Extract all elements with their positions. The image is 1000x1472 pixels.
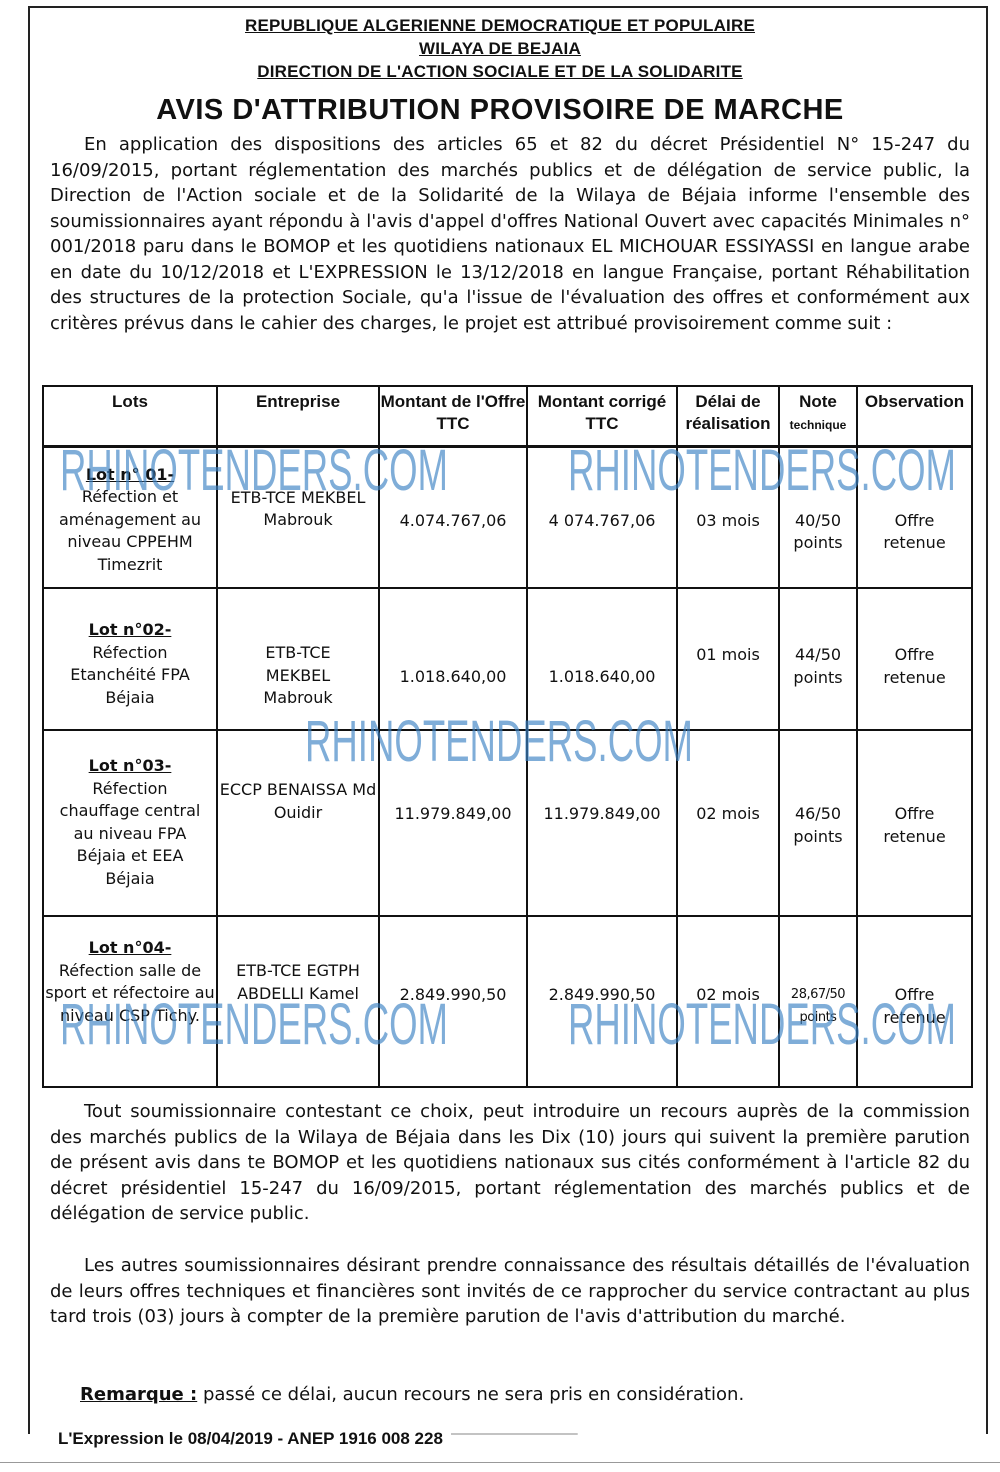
page-bottom-edge xyxy=(0,1462,1000,1463)
table-header-row xyxy=(43,386,972,446)
table-row xyxy=(43,588,972,730)
lot-cell xyxy=(43,446,217,588)
col-header-entreprise: Entreprise xyxy=(217,386,379,446)
table-row xyxy=(43,916,972,1087)
entreprise-cell: ETB-TCE MEKBEL Mabrouk xyxy=(217,446,379,588)
entreprise-cell: ECCP BENAISSA Md Ouidir xyxy=(217,730,379,916)
svg-text:RHINOTENDERS.COM: RHINOTENDERS.COM xyxy=(568,438,956,498)
lot-number: Lot n° 01- xyxy=(85,464,175,484)
lot-number: Lot n°03- xyxy=(88,756,172,775)
svg-text:RHINOTENDERS.COM: RHINOTENDERS.COM xyxy=(305,709,693,769)
remarque-label: Remarque : xyxy=(80,1384,198,1405)
lot-cell xyxy=(43,588,217,730)
note-cell: 40/50 points xyxy=(779,446,857,588)
col-header-montant-offre: Montant de l'Offre TTC xyxy=(379,386,527,446)
montant-corrige-cell: 1.018.640,00 xyxy=(527,588,677,730)
remarque-text: passé ce délai, aucun recours ne sera pris en considération. xyxy=(197,1384,745,1405)
header-republic: REPUBLIQUE ALGERIENNE DEMOCRATIQUE ET POPULAIRE xyxy=(245,16,755,35)
remarque-line xyxy=(80,1382,960,1408)
montant-corrige-cell: 11.979.849,00 xyxy=(527,730,677,916)
montant-corrige-cell: 2.849.990,50 xyxy=(527,916,677,1087)
delai-cell: 03 mois xyxy=(677,446,779,588)
header-direction: DIRECTION DE L'ACTION SOCIALE ET DE LA SOLIDARITE xyxy=(257,62,743,81)
observation-cell: Offre retenue xyxy=(857,588,972,730)
entreprise-cell: ETB-TCE EGTPH ABDELLI Kamel xyxy=(217,916,379,1087)
observation-cell: Offre retenue xyxy=(857,916,972,1087)
note-cell: 44/50 points xyxy=(779,588,857,730)
observation-cell: Offre retenue xyxy=(857,446,972,588)
svg-text:RHINOTENDERS.COM: RHINOTENDERS.COM xyxy=(60,438,448,498)
lot-number: Lot n°04- xyxy=(88,938,172,957)
lot-description: Réfection et aménagement au niveau CPPEHM Timezrit xyxy=(58,487,202,574)
col-header-lots: Lots xyxy=(43,386,217,446)
montant-offre-cell: 11.979.849,00 xyxy=(379,730,527,916)
table-row xyxy=(43,446,972,588)
svg-text:RHINOTENDERS.COM: RHINOTENDERS.COM xyxy=(568,992,956,1052)
montant-corrige-cell: 4 074.767,06 xyxy=(527,446,677,588)
consultation-paragraph: Les autres soumissionnaires désirant prendre connaissance des résultais détaillés de l'évaluation de leurs offres techniques et financières sont invités de ce rapprocher du service contractant au plus tard trois (03) jours à compter de la première parution de l'avis d'attribution du marché. xyxy=(50,1255,970,1327)
col-header-observation: Observation xyxy=(857,386,972,446)
col-header-note xyxy=(779,386,857,446)
note-sublabel: technique xyxy=(789,418,847,432)
lot-description: Réfection Etanchéité FPA Béjaia xyxy=(70,642,190,707)
montant-offre-cell: 4.074.767,06 xyxy=(379,446,527,588)
notice-title: AVIS D'ATTRIBUTION PROVISOIRE DE MARCHE xyxy=(156,94,844,126)
header-wilaya: WILAYA DE BEJAIA xyxy=(419,39,581,58)
lot-cell xyxy=(43,730,217,916)
delai-cell: 02 mois xyxy=(677,916,779,1087)
col-header-montant-corrige: Montant corrigé TTC xyxy=(527,386,677,446)
entreprise-cell: ETB-TCE MEKBEL Mabrouk xyxy=(217,588,379,730)
intro-paragraph: En application des dispositions des articles 65 et 82 du décret Présidentiel N° 15-247 du 16/09/2015, portant réglementation des marchés publics et de délégation de service public, la Direction de l'Action sociale et de la Solidarité de la Wilaya de Béjaia informe l'ensemble des soumissionnaires ayant répondu à l'avis d'appel d'offres National Ouvert avec capacités Minimales n° 001/2018 paru dans le BOMOP et les quotidiens nationaux EL MICHOUAR ESSIYASSI en langue arabe en date du 10/12/2018 et L'EXPRESSION le 13/12/2018 en langue Française, portant Réhabilitation des structures de la protection Sociale, qu'a l'issue de l'évaluation des offres et conformément aux critères prévus dans le cahier des charges, le projet est attribué provisoirement comme suit : xyxy=(50,134,970,334)
col-header-delai: Délai de réalisation xyxy=(677,386,779,446)
award-table xyxy=(42,385,973,1088)
lot-description: Réfection salle de sport et réfectoire au niveau CSP Tichy. xyxy=(45,960,215,1025)
note-cell: 28,67/50 points xyxy=(779,916,857,1087)
montant-offre-cell: 2.849.990,50 xyxy=(379,916,527,1087)
footer-publication: L'Expression le 08/04/2019 - ANEP 1916 008 228 xyxy=(50,1429,451,1449)
recours-paragraph: Tout soumissionnaire contestant ce choix, peut introduire un recours auprès de la commission des marchés publics de la Wilaya de Béjaia dans les Dix (10) jours qui suivent la première parution de présent avis dans te BOMOP et les quotidiens nationaux sus cités conformément à l'article 82 du décret présidentiel 15-247 du 16/09/2015, portant réglementation des marchés publics et de délégation de service public. xyxy=(50,1101,970,1224)
montant-offre-cell: 1.018.640,00 xyxy=(379,588,527,730)
table-row xyxy=(43,730,972,916)
note-cell: 46/50 points xyxy=(779,730,857,916)
observation-cell: Offre retenue xyxy=(857,730,972,916)
lot-description: Réfection chauffage central au niveau FPA Béjaia et EEA Béjaia xyxy=(59,778,201,888)
lot-number: Lot n°02- xyxy=(88,620,172,639)
delai-cell: 02 mois xyxy=(677,730,779,916)
lot-cell xyxy=(43,916,217,1087)
note-label: Note xyxy=(799,392,837,411)
svg-text:RHINOTENDERS.COM: RHINOTENDERS.COM xyxy=(60,992,448,1052)
delai-cell: 01 mois xyxy=(677,588,779,730)
